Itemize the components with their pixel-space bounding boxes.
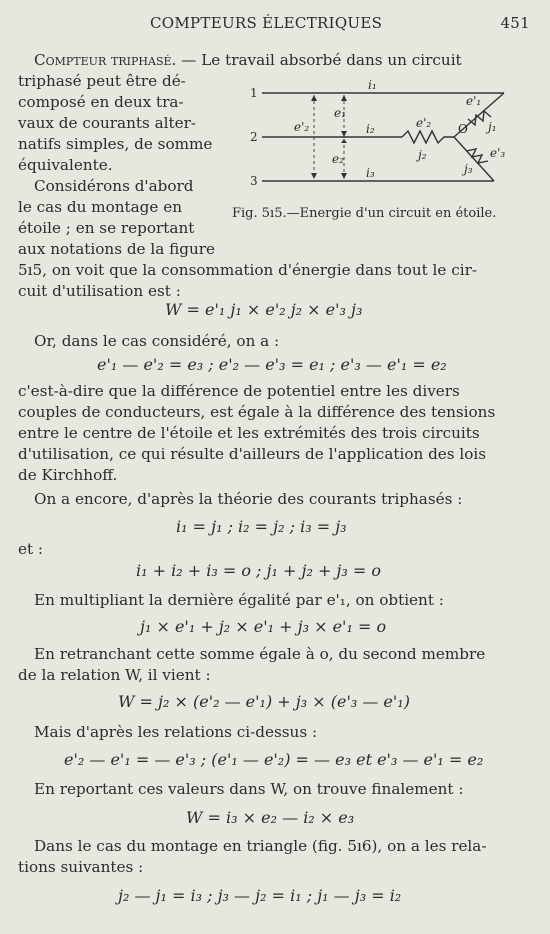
arrow-down-icon [341,173,347,179]
figure-caption: Fig. 5ı5.—Energie d'un circuit en étoile. [232,206,497,221]
resistor-2 [402,131,454,143]
resistor-3 [466,149,488,163]
intro-line-12: cuit d'utilisation est : [18,282,181,300]
arrow-up-icon [341,95,347,101]
paragraph-8-line-1: Dans le cas du montage en triangle (fig. 5ı6), on a les rela- [34,837,487,855]
equation-relations-2: e'₂ — e'₁ = — e'₃ ; (e'₁ — e'₂) = — e₃ et e'₃ — e'₁ = e₂ [64,750,484,769]
intro-line-11: 5ı5, on voit que la consommation d'énergie dans tout le cir- [18,261,477,279]
et-label: et : [18,540,44,558]
intro-line-3: composé en deux tra- [18,93,184,111]
current-j2-label: j₂ [418,148,427,162]
equation-triangle: j₂ — j₁ = i₃ ; j₃ — j₂ = i₁ ; j₁ — j₃ = i₂ [118,886,402,905]
paragraph-2-line-3: entre le centre de l'étoile et les extrémités des trois circuits [18,424,480,442]
voltage-e1-label: e₁ [334,106,346,120]
arrow-up-icon [341,139,347,143]
voltage-e2p-branch-label: e'₂ [416,116,432,130]
node-3-label: 3 [250,174,258,188]
node-1-label: 1 [250,86,258,100]
equation-sum: i₁ + i₂ + i₃ = o ; j₁ + j₂ + j₃ = o [136,561,382,580]
paragraph-2-line-4: d'utilisation, ce qui résulte d'ailleurs de l'application des lois [18,445,487,463]
paragraph-5-line-1: En retranchant cette somme égale à o, du second membre [34,645,486,663]
node-2-label: 2 [250,130,258,144]
paragraph-2-line-2: couples de conducteurs, est égale à la différence des tensions [18,403,496,421]
equation-currents: i₁ = j₁ ; i₂ = j₂ ; i₃ = j₃ [176,517,347,536]
paragraph-6: Mais d'après les relations ci-dessus : [34,723,318,741]
current-j3-label: j₃ [464,162,473,176]
paragraph-7: En reportant ces valeurs dans W, on trouve finalement : [34,780,464,798]
voltage-e3p-label: e'₃ [490,146,506,160]
header-title: COMPTEURS ÉLECTRIQUES [150,14,383,32]
paragraph-8-line-2: tions suivantes : [18,858,144,876]
voltage-e1p-label: e'₁ [466,94,482,108]
paragraph-3: On a encore, d'après la théorie des courants triphasés : [34,490,463,508]
voltage-e2-label: e₂ [332,152,344,166]
intro-line-8: le cas du montage en [18,198,182,216]
current-j1-label: j₁ [488,120,497,134]
page-number: 451 [500,14,530,32]
equation-w2: W = j₂ × (e'₂ — e'₁) + j₃ × (e'₃ — e'₁) [118,692,410,711]
arrow-down-icon [341,131,347,137]
voltage-e2p-label: e'₂ [294,120,310,134]
equation-multiply: j₁ × e'₁ + j₂ × e'₁ + j₃ × e'₁ = o [140,617,387,636]
current-i3-label: i₃ [366,166,375,180]
star-circuit-diagram [232,75,532,205]
paragraph-1: Or, dans le cas considéré, on a : [34,332,280,350]
arrow-down-icon [311,173,317,179]
equation-relations: e'₁ — e'₂ = e₃ ; e'₂ — e'₃ = e₁ ; e'₃ — e'₁ = e₂ [97,355,447,374]
intro-line-10: aux notations de la figure [18,240,215,258]
equation-w: W = e'₁ j₁ × e'₂ j₂ × e'₃ j₃ [165,300,363,319]
paragraph-2-line-1: c'est-à-dire que la différence de potentiel entre les divers [18,382,460,400]
arrow-up-icon [311,95,317,101]
intro-line-5: natifs simples, de somme [18,135,213,153]
current-i1-label: i₁ [368,78,377,92]
intro-line-6: équivalente. [18,156,113,174]
intro-line-7: Considérons d'abord [34,177,194,195]
intro-line-9: étoile ; en se reportant [18,219,195,237]
intro-line-4: vaux de courants alter- [18,114,196,132]
equation-final: W = i₃ × e₂ — i₂ × e₃ [186,808,355,827]
paragraph-2-line-5: de Kirchhoff. [18,466,118,484]
current-i2-label: i₂ [366,122,375,136]
star-circuit-figure [232,75,532,205]
star-center-label: O [458,122,468,136]
paragraph-4: En multipliant la dernière égalité par e'₁, on obtient : [34,591,444,609]
intro-line-1: Compteur triphasé. — Le travail absorbé dans un circuit [34,51,462,69]
star-branch-3 [454,137,494,181]
paragraph-5-line-2: de la relation W, il vient : [18,666,211,684]
intro-line-2: triphasé peut être dé- [18,72,186,90]
